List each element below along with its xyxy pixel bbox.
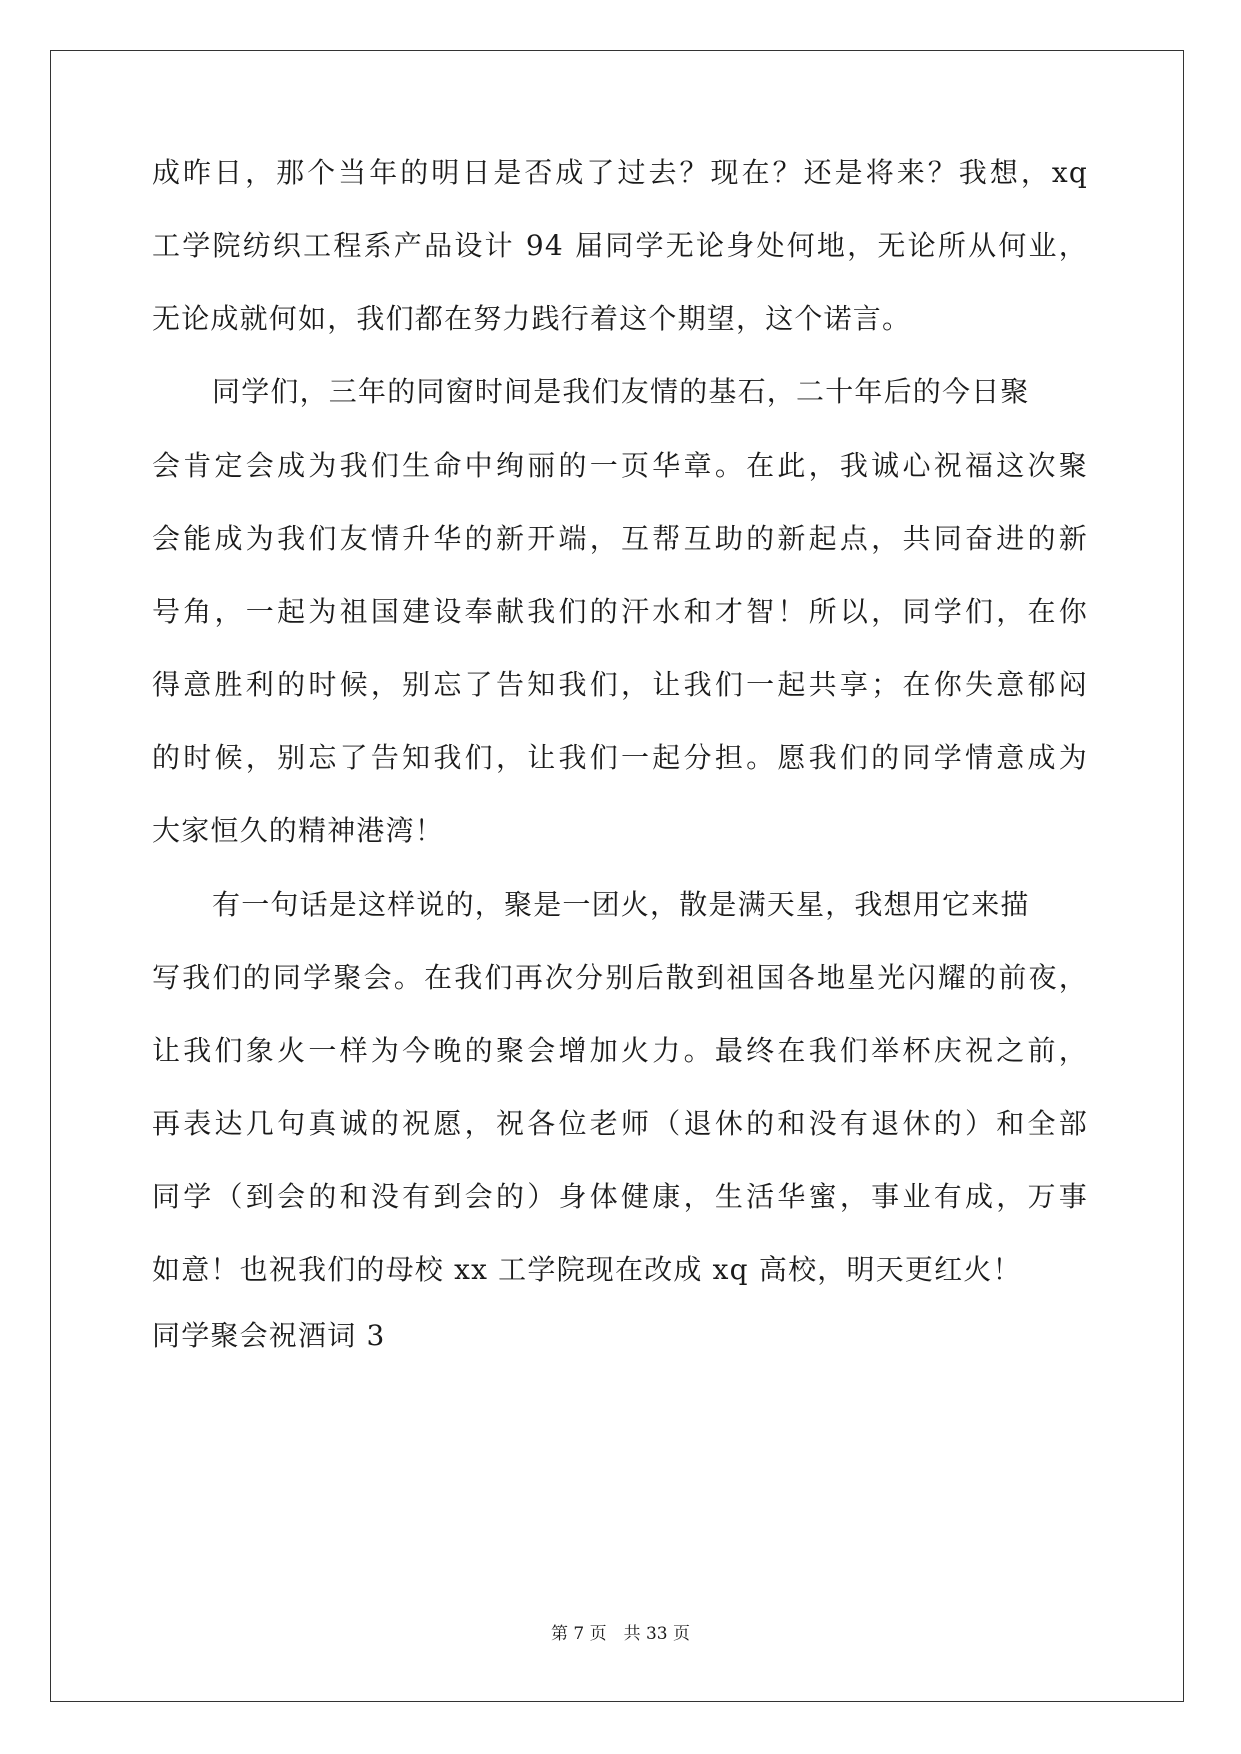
page-number: 第 7 页 共 33 页 [550, 1624, 691, 1644]
text-line: 的时候，别忘了告知我们，让我们一起分担。愿我们的同学情意成为 [152, 741, 1088, 774]
page-border [50, 50, 1184, 1702]
text-line: 得意胜利的时候，别忘了告知我们，让我们一起共享；在你失意郁闷 [152, 668, 1088, 701]
text-line: 大家恒久的精神港湾！ [152, 814, 445, 847]
section-heading: 同学聚会祝酒词 3 [152, 1319, 386, 1352]
text-line: 写我们的同学聚会。在我们再次分别后散到祖国各地星光闪耀的前夜， [152, 961, 1088, 994]
text-line: 会肯定会成为我们生命中绚丽的一页华章。在此，我诚心祝福这次聚 [152, 449, 1088, 482]
text-line: 让我们象火一样为今晚的聚会增加火力。最终在我们举杯庆祝之前， [152, 1034, 1088, 1067]
text-line: 会能成为我们友情升华的新开端，互帮互助的新起点，共同奋进的新 [152, 522, 1088, 555]
paragraph-first-line: 同学们，三年的同窗时间是我们友情的基石，二十年后的今日聚 [212, 375, 1030, 408]
text-line: 号角，一起为祖国建设奉献我们的汗水和才智！所以，同学们，在你 [152, 595, 1088, 628]
text-line: 同学（到会的和没有到会的）身体健康，生活华蜜，事业有成，万事 [152, 1180, 1088, 1213]
text-line: 工学院纺织工程系产品设计 94 届同学无论身处何地，无论所从何业， [152, 229, 1088, 262]
text-line: 如意！也祝我们的母校 xx 工学院现在改成 xq 高校，明天更红火！ [152, 1253, 1022, 1286]
text-line: 再表达几句真诚的祝愿，祝各位老师（退休的和没有退休的）和全部 [152, 1107, 1088, 1140]
text-line: 无论成就何如，我们都在努力践行着这个期望，这个诺言。 [152, 302, 912, 335]
paragraph-first-line: 有一句话是这样说的，聚是一团火，散是满天星，我想用它来描 [212, 888, 1030, 921]
text-line: 成昨日，那个当年的明日是否成了过去？现在？还是将来？我想，xq [152, 156, 1088, 189]
